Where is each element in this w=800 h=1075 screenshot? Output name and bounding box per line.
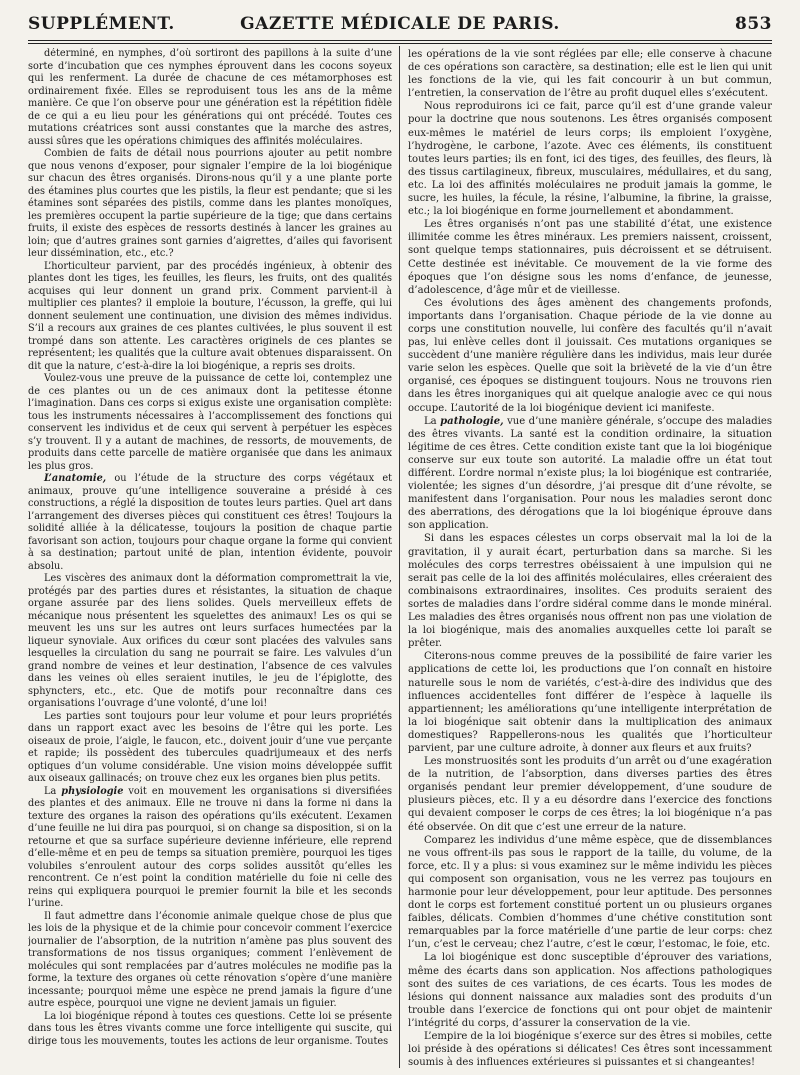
page-header xyxy=(28,12,772,38)
paragraph-text: Comparez les individus d’une même espèce, que de dissemblances ne vous offrent-ils pas sous le rapport de la taille, du volume, de la force, etc. Il y a plus: si vous examinez sur le même individu les pièces qui composent son organisation, vous ne les verrez pas toujours en harmonie pour leur développement, pour leur aptitude. Des personnes dont le corps est fortement constitué portent un ou plusieurs organes faibles, délicats. Combien d’hommes d’une chétive constitution sont remarquables par la force matérielle d’une partie de leur corps: chez l’un, c’est le cerveau; chez l’autre, c’est le cœur, l’estomac, le foie, etc. xyxy=(408,834,772,951)
header-rule-secondary xyxy=(28,43,772,44)
paragraph xyxy=(408,218,772,297)
paragraph-text: Ces évolutions des âges amènent des changements profonds, importants dans l’organisation. Chaque période de la vie donne au corps une constitution nouvelle, lui confère des facultés qu’il n’avait pas, lui enlève celles dont il jouissait. Ces mutations organiques se succèdent d’une manière régulière dans les individus, mais leur durée varie selon les espèces. Quelle que soit la brièveté de la vie d’un être organisé, ces époques se distinguent toujours. Nous ne trouvons rien dans les êtres inorganiques qui ait quelque analogie avec ce qui nous occupe. L’autorité de la loi biogénique devient ici manifeste. xyxy=(408,297,772,414)
page-number: 853 xyxy=(735,14,772,34)
paragraph-lead: La xyxy=(424,415,441,427)
paragraph-text: les opérations de la vie sont réglées par elle; elle conserve à chacune de ces opérations son caractère, sa destination; elle est le lien qui unit les fonctions de la vie, qui les fait concourir à un but commun, l’entretien, la conservation de l’être au profit duquel elles s’exécutent. xyxy=(408,49,772,100)
paragraph-text: Il faut admettre dans l’économie animale quelque chose de plus que les lois de la physique et de la chimie pour concevoir comment l’exercice journalier de l’absorption, de la nutrition n’amène pas plus souvent des transformations de nos tissus organiques; comment l’enlèvement de molécules qui sont remplacées par d’autres molécules ne modifie pas la forme, la texture des organes où cette rénovation s’opère d’une manière incessante; pourquoi même une espèce ne prend jamais la figure d’une autre espèce, pourquoi une vigne ne devient jamais un figuier. xyxy=(28,910,392,1009)
paragraph xyxy=(28,473,392,573)
paragraph-text: Nous reproduirons ici ce fait, parce qu’il est d’une grande valeur pour la doctrine que nous soutenons. Les êtres organisés composent eux-mêmes le matériel de leurs corps; ils emploient l’oxygène, l’hydrogène, le carbone, l’azote. Avec ces éléments, ils constituent toutes leurs parties; ils en font, ici des tiges, des feuilles, des fleurs, là des tissus cartilagineux, fibreux, musculaires, médullaires, et du sang, etc. La loi des affinités moléculaires ne produit jamais la gomme, le sucre, les huiles, la fécule, la résine, l’albumine, la fibrine, la graisse, etc.; la loi biogénique en forme journellement et abondamment. xyxy=(408,101,772,218)
section-term: L’anatomie, xyxy=(44,473,107,484)
left-text-column xyxy=(28,48,392,1068)
paragraph-text: vue d’une manière générale, s’occupe des maladies des êtres vivants. La santé est la condition ordinaire, la situation légitime de ces êtres. Cette condition existe tant que la loi biogénique conserve sur eux toute son autorité. La maladie offre un état tout différent. L’ordre normal n’existe plus; la loi biogénique est contrariée, violentée; les signes d’un désordre, j’ai presque dit d’une révolte, se manifestent dans l’organisation. Pour nous les maladies seront donc des aberrations, des dérogations que la loi biogénique éprouve dans son application. xyxy=(408,415,772,532)
paragraph xyxy=(28,711,392,786)
paragraph xyxy=(28,911,392,1011)
paragraph xyxy=(28,373,392,473)
paragraph-text: Voulez-vous une preuve de la puissance de cette loi, contemplez une de ces plantes ou un de ces animaux dont la petitesse étonne l’imagination. Dans ces corps si exigus existe une organisation complète: tous les instruments nécessaires à l’accomplissement des fonctions qui conservent les individus et de ceux qui servent à perpétuer les espèces s’y trouvent. Il y a autant de machines, de ressorts, de mouvements, de produits dans cette parcelle de matière organisée que dans les animaux les plus gros. xyxy=(28,373,392,472)
right-text-column xyxy=(408,48,772,1068)
publication-title: GAZETTE MÉDICALE DE PARIS. xyxy=(240,14,560,34)
paragraph-text: Les parties sont toujours pour leur volume et pour leurs propriétés dans un rapport exact avec les besoins de l’être qui les porte. Les oiseaux de proie, l’aigle, le faucon, etc., doivent jouir d’une vue perçante et rapide; ils possèdent des tubercules quadrijumeaux et des nerfs optiques d’un volume considérable. Une vision moins développée suffit aux oiseaux gallinacés; on trouve chez eux les organes bien plus petits. xyxy=(28,710,392,784)
paragraph-text: L’empire de la loi biogénique s’exerce sur des êtres si mobiles, cette loi préside à des opérations si délicates! Ces êtres sont incessamment soumis à des influences extérieures si puissantes et si changeantes! xyxy=(408,1031,772,1068)
paragraph-text: La loi biogénique est donc susceptible d’éprouver des variations, même des écarts dans son application. Nos affections pathologiques sont des suites de ces variations, de ces écarts. Tous les modes de lésions qui donnent naissance aux maladies sont des produits d’un trouble dans l’exercice de fonctions qui ont pour objet de maintenir l’intégrité du corps, d’assurer la conservation de la vie. xyxy=(408,952,772,1029)
paragraph xyxy=(28,48,392,148)
paragraph xyxy=(408,297,772,415)
header-rule xyxy=(28,40,772,41)
paragraph xyxy=(28,261,392,374)
paragraph xyxy=(28,573,392,711)
paragraph xyxy=(28,786,392,911)
paragraph xyxy=(408,415,772,533)
column-divider xyxy=(399,46,400,1068)
paragraph-text: ou l’étude de la structure des corps végétaux et animaux, prouve qu’une intelligence souveraine a présidé à ces constructions, a réglé la disposition de toutes leurs parties. Quel art dans l’arrangement des diverses pièces qui constituent ces êtres! Toujours la solidité alliée à la délicatesse, toujours la position de chaque partie favorisant son action, toujours pour chaque organe la forme qui convient à sa destination; partout unité de plan, intention évidente, pouvoir absolu. xyxy=(28,473,392,572)
paragraph-text: déterminé, en nymphes, d’où sortiront des papillons à la suite d’une sorte d’incubation que ces nymphes éprouvent dans les cocons soyeux qui les renferment. La durée de chacune de ces métamorphoses est ordinairement fixée. Elles se reproduisent tous les ans de la même manière. Ce que l’on observe pour une génération est la répétition fidèle de ce qui a eu lieu pour les générations qui ont précédé. Toutes ces mutations créatrices sont aussi constantes que la marche des astres, aussi sûres que les opérations chimiques des affinités moléculaires. xyxy=(28,48,392,147)
paragraph xyxy=(408,100,772,218)
paragraph-text: Citerons-nous comme preuves de la possibilité de faire varier les applications de cette loi, les productions que l’on connaît en histoire naturelle sous le nom de variétés, c’est-à-dire des individus que des influences accidentelles font différer de l’espèce à laquelle ils appartiennent; les améliorations qu’une intelligente interprétation de la loi biogénique sait obtenir dans la multiplication des animaux domestiques? Rappellerons-nous les qualités que l’horticulteur parvient, par une culture adroite, à donner aux fleurs et aux fruits? xyxy=(408,651,772,754)
paragraph xyxy=(408,48,772,100)
section-term: physiologie xyxy=(61,785,124,797)
paragraph xyxy=(408,755,772,834)
paragraph-text: Les êtres organisés n’ont pas une stabilité d’état, une existence illimitée comme les êtres minéraux. Les premiers naissent, croissent, sont quelque temps stationnaires, puis décroissent et se détruisent. Cette destinée est inévitable. Ce mouvement de la vie forme des époques que l’on désigne sous les noms d’enfance, de jeunesse, d’adolescence, d’âge mûr et de vieillesse. xyxy=(408,219,772,296)
paragraph-text: Les viscères des animaux dont la déformation compromettrait la vie, protégés par des parties dures et résistantes, la situation de chaque organe assurée par des liens solides. Quels merveilleux effets de mécanique nous présentent les squelettes des animaux! Les os qui se meuvent les uns sur les autres ont leurs surfaces humectées par la liqueur synoviale. Aux orifices du cœur sont placées des valvules sans lesquelles la circulation du sang ne pourrait se faire. Les valvules d’un grand nombre de veines et leur destination, l’absence de ces valvules dans les veines où elles seraient inutiles, le jeu de l’épiglotte, des sphyncters, etc., etc. Que de motifs pour reconnaître dans ces organisations l’ouvrage d’une volonté, d’une loi! xyxy=(28,573,392,709)
paragraph xyxy=(408,951,772,1030)
paragraph-text: Les monstruosités sont les produits d’un arrêt ou d’une exagération de la nutrition, de l’absorption, dans diverses parties des êtres organisés pendant leur premier développement, d’une soudure de plusieurs pièces, etc. Il y a eu désordre dans l’exercice des fonctions qui devaient composer le corps de ces êtres; la loi biogénique n’a pas été observée. On dit que c’est une erreur de la nature. xyxy=(408,756,772,833)
paragraph-text: Combien de faits de détail nous pourrions ajouter au petit nombre que nous venons d’exposer, pour signaler l’empire de la loi biogénique sur chacun des êtres organisés. Dirons-nous qu’il y a une plante porte des étamines plus courtes que les pistils, la fleur est pendante; que si les étamines sont séparées des pistils, comme dans les plantes monoïques, les premières occupent la partie supérieure de la tige; que dans certains fruits, il existe des espèces de ressorts destinés à lancer les graines au loin; que d’autres graines sont garnies d’aigrettes, d’ailes qui favorisent leur dissémination, etc., etc.? xyxy=(28,148,392,259)
paragraph xyxy=(408,1030,772,1068)
paragraph xyxy=(408,834,772,952)
section-term: pathologie, xyxy=(440,415,504,427)
paragraph-text: Si dans les espaces célestes un corps observait mal la loi de la gravitation, il y aurait écart, perturbation dans sa marche. Si les molécules des corps terrestres obéissaient à une impulsion qui ne serait pas celle de la loi des affinités moléculaires, elles créeraient des combinaisons extraordinaires, insolites. Ces produits seraient des sortes de maladies dans l’ordre sidéral comme dans le monde minéral. Les maladies des êtres organisés nous offrent non pas une violation de la loi biogénique, mais des anomalies auxquelles cette loi paraît se prêter. xyxy=(408,533,772,650)
paragraph xyxy=(28,1011,392,1049)
paragraph-lead: La xyxy=(44,785,62,797)
paragraph xyxy=(28,148,392,261)
paragraph xyxy=(408,532,772,650)
paragraph-text: voit en mouvement les organisations si diversifiées des plantes et des animaux. Elle ne trouve ni dans la forme ni dans la texture des organes la raison des opérations qu’ils exécutent. L’examen d’une feuille ne lui dira pas pourquoi, si on change sa disposition, si on la retourne et que sa surface supérieure devienne inférieure, elle reprend d’elle-même et en peu de temps sa situation première, pourquoi les tiges volubiles s’enroulent autour des corps solides aussitôt qu’elles les rencontrent. Ce n’est point la condition matérielle du foie ni celle des reins qui expliquera pourquoi le premier fournit la bile et les seconds l’urine. xyxy=(28,785,392,909)
paragraph xyxy=(408,650,772,755)
paragraph-text: L’horticulteur parvient, par des procédés ingénieux, à obtenir des plantes dont les tiges, les feuilles, les fleurs, les fruits, ont des qualités acquises qui leur donnent un grand prix. Comment parvient-il à multiplier ces plantes? il emploie la bouture, l’écusson, la greffe, qui lui donnent seulement une continuation, une division des mêmes individus. S’il a recours aux graines de ces plantes cultivées, le plus souvent il est trompé dans son attente. Les caractères originels de ces plantes se représentent; les qualités que la culture avait obtenues disparaissent. On dit que la nature, c’est-à-dire la loi biogénique, a repris ses droits. xyxy=(28,260,392,372)
paragraph-text: La loi biogénique répond à toutes ces questions. Cette loi se présente dans tous les êtres vivants comme une force intelligente qui suscite, qui dirige tous les mouvements, toutes les actions de leur organisme. Toutes xyxy=(28,1010,392,1047)
supplement-label: SUPPLÉMENT. xyxy=(28,14,175,34)
